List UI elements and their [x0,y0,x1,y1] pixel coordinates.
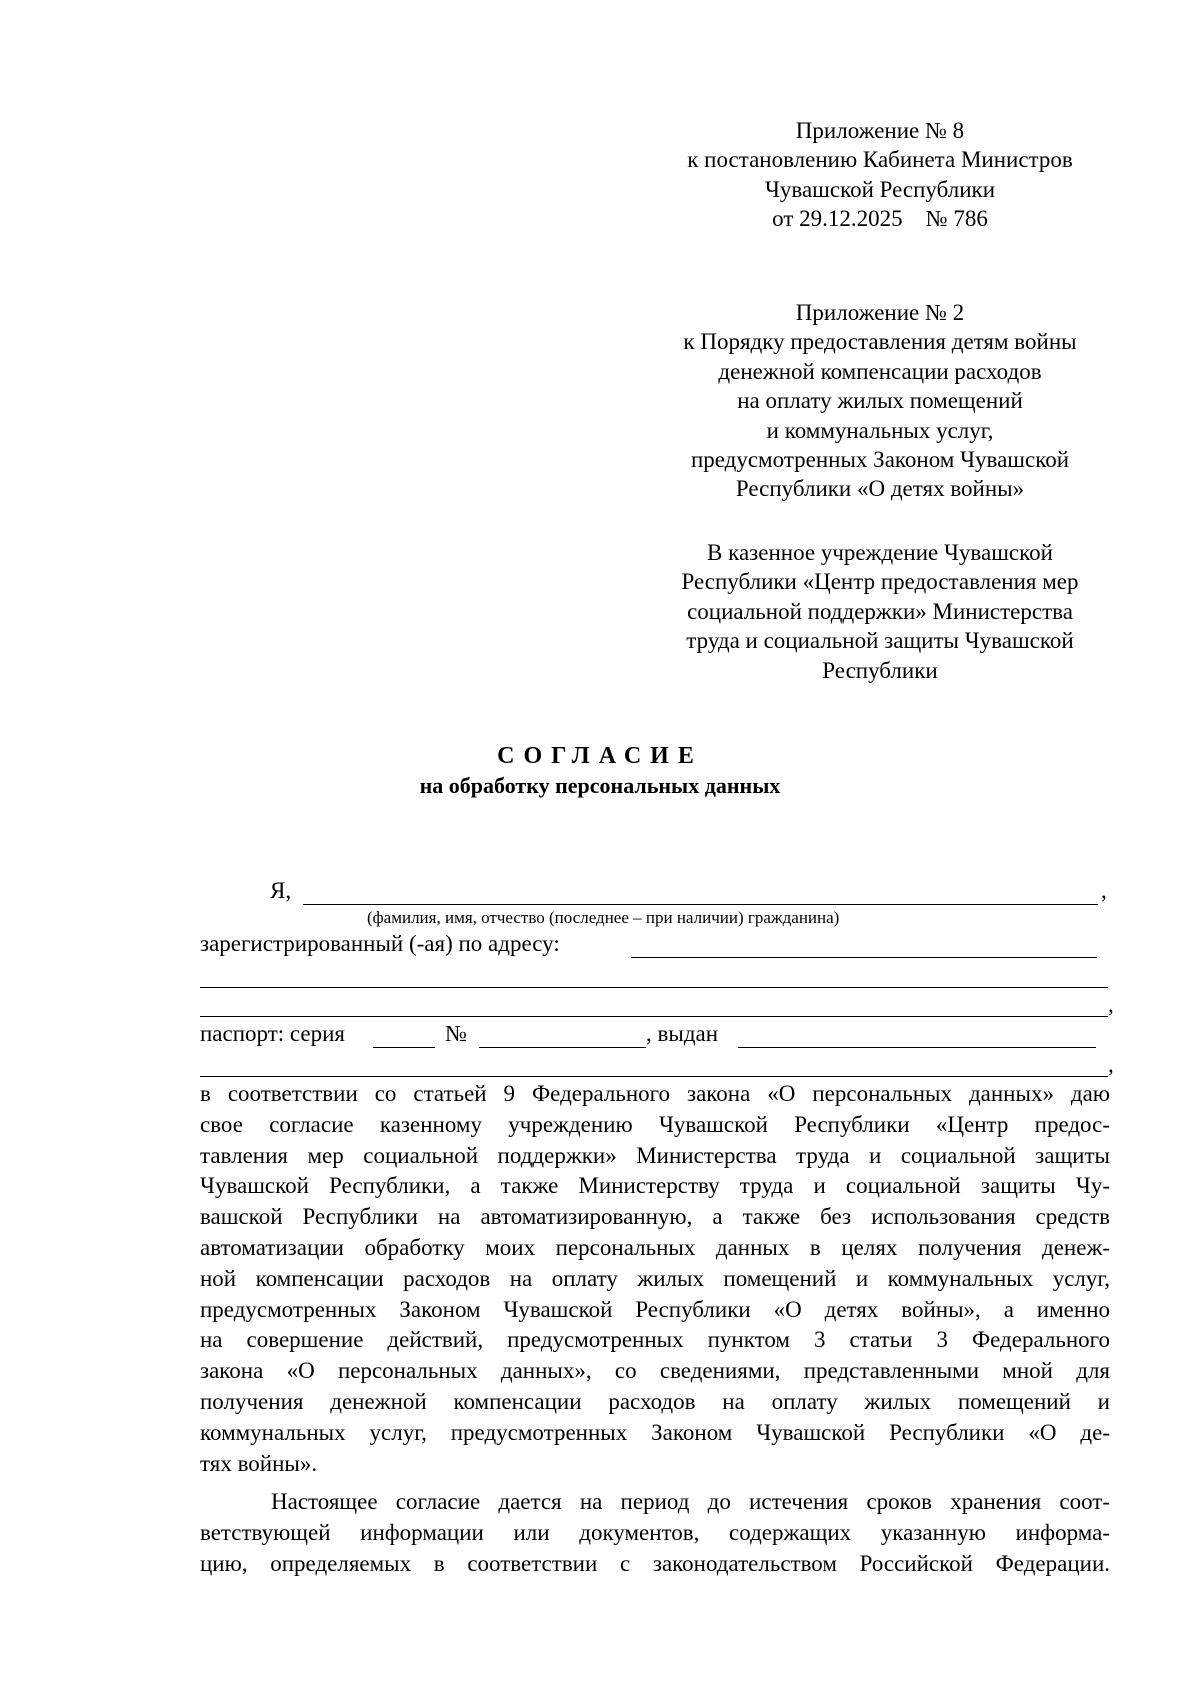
paragraph-line: в соответствии со статьей 9 Федерального закона «О персональных данных» даю [200,1081,1110,1106]
appendix-8-line: к постановлению Кабинета Министров [687,147,1073,173]
paragraph-line: автоматизации обработку моих персональных данных в целях получения денеж- [200,1234,1110,1260]
paragraph-line: ной компенсации расходов на оплату жилых помещений и коммунальных услуг, [200,1265,1110,1291]
addressee-line: Республики «Центр предоставления мер [681,569,1079,595]
appendix-2-line: и коммунальных услуг, [766,417,994,443]
paragraph-line: на совершение действий, предусмотренных пунктом 3 статьи 3 Федерального [200,1327,1110,1353]
address-label: зарегистрированный (-ая) по адресу: [200,931,560,956]
appendix-2-line: на оплату жилых помещений [737,388,1023,414]
document-subtitle: на обработку персональных данных [419,773,781,798]
issued-label: , выдан [646,1021,719,1046]
address-field-1[interactable] [631,957,1097,958]
appendix-2-line: денежной компенсации расходов [718,358,1042,384]
paragraph-line: тавления мер социальной поддержки» Министерства труда и социальной защиты [200,1142,1110,1168]
i-label: Я, [270,878,292,903]
address-field-2[interactable] [200,987,1108,988]
appendix-2-line: Приложение № 2 [795,300,965,325]
addressee-line: В казенное учреждение Чувашской [707,540,1053,565]
document-title: СОГЛАСИЕ [497,743,703,769]
appendix-2-line: предусмотренных Законом Чувашской [690,447,1070,473]
appendix-8-line: Приложение № 8 [795,118,965,143]
paragraph-line: тях войны». [200,1450,318,1476]
appendix-2-header [610,298,1150,504]
consent-paragraph [200,1079,1110,1479]
addressee-line: труда и социальной защиты Чувашской [686,628,1074,654]
consent-period-paragraph [200,1487,1110,1579]
number-sign: № [445,1021,467,1046]
appendix-8-header [610,116,1150,234]
paragraph-line: коммунальных услуг, предусмотренных Законом Чувашской Республики «О де- [200,1419,1110,1445]
paragraph-line: вашской Республики на автоматизированную, а также без использования средств [200,1204,1110,1230]
comma: , [1101,878,1107,903]
paragraph-line: Настоящее согласие дается на период до истечения сроков хранения соот- [271,1489,1110,1514]
paragraph-line: закона «О персональных данных», со сведениями, представленными мной для [200,1358,1110,1384]
paragraph-line: ветствующей информации или документов, содержащих указанную информа- [200,1519,1110,1545]
passport-series-field[interactable] [373,1047,435,1048]
addressee-line: социальной поддержки» Министерства [687,598,1073,624]
paragraph-line: предусмотренных Законом Чувашской Республики «О детях войны», а именно [200,1296,1110,1322]
paragraph-line: получения денежной компенсации расходов на оплату жилых помещений и [200,1388,1110,1414]
passport-issued-by-field-2[interactable] [200,1076,1108,1077]
paragraph-line: Чувашской Республики, а также Министерству труда и социальной защиты Чу- [200,1173,1110,1199]
comma: , [1108,992,1114,1017]
paragraph-line: цию, определяемых в соответствии с законодательством Российской Федерации. [200,1550,1110,1576]
appendix-2-line: Республики «О детях войны» [735,476,1025,502]
passport-label: паспорт: серия [200,1021,346,1046]
passport-number-field[interactable] [479,1047,646,1048]
address-field-3[interactable] [200,1016,1108,1017]
addressee-block [610,538,1150,685]
appendix-8-line: от 29.12.2025 № 786 [772,206,988,232]
paragraph-line: свое согласие казенному учреждению Чувашской Республики «Центр предос- [200,1111,1110,1137]
passport-issued-by-field[interactable] [738,1047,1096,1048]
comma: , [1108,1052,1114,1077]
full-name-field[interactable] [303,904,1098,905]
addressee-line: Республики [822,657,938,683]
appendix-8-line: Чувашской Республики [764,176,996,202]
appendix-2-line: к Порядку предоставления детям войны [683,329,1077,355]
full-name-caption: (фамилия, имя, отчество (последнее – при наличии) гражданина) [367,908,840,927]
